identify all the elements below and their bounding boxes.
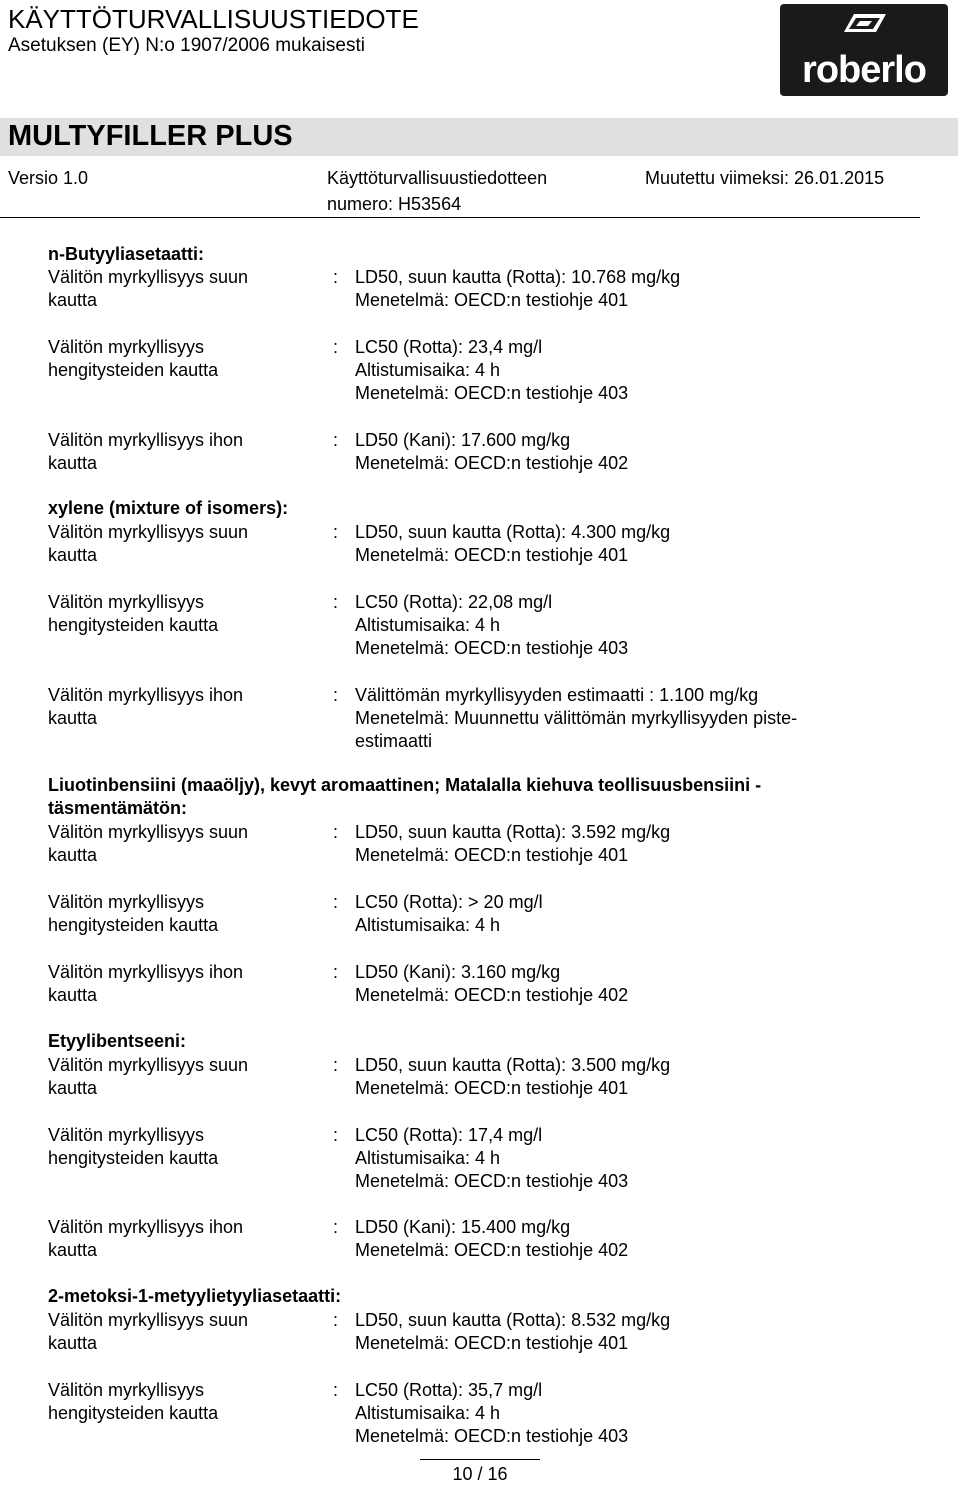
toxicity-value: Menetelmä: OECD:n testiohje 401 <box>355 1333 629 1353</box>
substance-heading: n-Butyyliasetaatti: <box>48 244 205 264</box>
toxicity-value: LC50 (Rotta): > 20 mg/l <box>355 892 543 912</box>
toxicity-label: hengitysteiden kautta <box>48 1148 219 1168</box>
toxicity-label: hengitysteiden kautta <box>48 360 219 380</box>
label-colon: : <box>333 430 339 450</box>
toxicity-label: hengitysteiden kautta <box>48 1403 219 1423</box>
label-colon: : <box>333 337 339 357</box>
page-number: 10 / 16 <box>452 1464 508 1484</box>
toxicity-value: Menetelmä: OECD:n testiohje 401 <box>355 545 629 565</box>
toxicity-value: Menetelmä: OECD:n testiohje 403 <box>355 638 629 658</box>
toxicity-value: LD50, suun kautta (Rotta): 3.592 mg/kg <box>355 822 671 842</box>
toxicity-label: kautta <box>48 453 98 473</box>
label-colon: : <box>333 592 339 612</box>
last-modified: Muutettu viimeksi: 26.01.2015 <box>645 168 885 188</box>
toxicity-label: kautta <box>48 1333 98 1353</box>
toxicity-value: Menetelmä: OECD:n testiohje 402 <box>355 1240 629 1260</box>
toxicity-value: Menetelmä: OECD:n testiohje 401 <box>355 1078 629 1098</box>
toxicity-label: kautta <box>48 1078 98 1098</box>
toxicity-value: Menetelmä: OECD:n testiohje 401 <box>355 845 629 865</box>
toxicity-value: Välittömän myrkyllisyyden estimaatti : 1.100 mg/kg <box>355 685 759 705</box>
label-colon: : <box>333 1310 339 1330</box>
toxicity-value: Menetelmä: OECD:n testiohje 403 <box>355 383 629 403</box>
toxicity-label: kautta <box>48 290 98 310</box>
substance-heading: xylene (mixture of isomers): <box>48 498 289 518</box>
header-divider <box>0 217 920 218</box>
label-colon: : <box>333 1380 339 1400</box>
footer-divider <box>420 1459 540 1460</box>
toxicity-value: Altistumisaika: 4 h <box>355 915 501 935</box>
toxicity-value: LD50 (Kani): 3.160 mg/kg <box>355 962 561 982</box>
toxicity-value: LD50, suun kautta (Rotta): 8.532 mg/kg <box>355 1310 671 1330</box>
product-name: MULTYFILLER PLUS <box>8 120 293 152</box>
toxicity-value: LD50, suun kautta (Rotta): 3.500 mg/kg <box>355 1055 671 1075</box>
label-colon: : <box>333 1217 339 1237</box>
toxicity-value: Menetelmä: OECD:n testiohje 401 <box>355 290 629 310</box>
toxicity-label: Välitön myrkyllisyys <box>48 1125 205 1145</box>
toxicity-value: Altistumisaika: 4 h <box>355 615 501 635</box>
toxicity-label: Välitön myrkyllisyys suun <box>48 822 249 842</box>
toxicity-label: Välitön myrkyllisyys suun <box>48 522 249 542</box>
toxicity-label: Välitön myrkyllisyys ihon <box>48 685 244 705</box>
toxicity-label: Välitön myrkyllisyys <box>48 1380 205 1400</box>
toxicity-value: estimaatti <box>355 731 433 751</box>
logo-wordmark: roberlo <box>802 49 926 91</box>
label-colon: : <box>333 685 339 705</box>
substance-heading: Liuotinbensiini (maaöljy), kevyt aromaattinen; Matalalla kiehuva teollisuusbensiini - <box>48 775 762 795</box>
toxicity-label: kautta <box>48 545 98 565</box>
document-subtitle: Asetuksen (EY) N:o 1907/2006 mukaisesti <box>8 35 365 56</box>
substance-heading: 2-metoksi-1-metyylietyyliasetaatti: <box>48 1286 342 1306</box>
substance-heading: Etyylibentseeni: <box>48 1031 187 1051</box>
toxicity-value: Menetelmä: Muunnettu välittömän myrkyllisyyden piste- <box>355 708 798 728</box>
toxicity-value: Menetelmä: OECD:n testiohje 403 <box>355 1171 629 1191</box>
sds-number-line2: numero: H53564 <box>327 194 462 214</box>
toxicity-label: Välitön myrkyllisyys suun <box>48 267 249 287</box>
toxicity-label: Välitön myrkyllisyys suun <box>48 1055 249 1075</box>
toxicity-label: hengitysteiden kautta <box>48 615 219 635</box>
toxicity-label: Välitön myrkyllisyys suun <box>48 1310 249 1330</box>
toxicity-value: LC50 (Rotta): 35,7 mg/l <box>355 1380 543 1400</box>
toxicity-value: LC50 (Rotta): 22,08 mg/l <box>355 592 553 612</box>
label-colon: : <box>333 1055 339 1075</box>
label-colon: : <box>333 962 339 982</box>
toxicity-label: Välitön myrkyllisyys <box>48 337 205 357</box>
toxicity-value: Altistumisaika: 4 h <box>355 1403 501 1423</box>
toxicity-label: Välitön myrkyllisyys ihon <box>48 430 244 450</box>
toxicity-value: LC50 (Rotta): 17,4 mg/l <box>355 1125 543 1145</box>
toxicity-label: kautta <box>48 708 98 728</box>
sds-number-line1: Käyttöturvallisuustiedotteen <box>327 168 548 188</box>
toxicity-label: Välitön myrkyllisyys <box>48 592 205 612</box>
label-colon: : <box>333 522 339 542</box>
substance-heading-cont: täsmentämätön: <box>48 798 188 818</box>
label-colon: : <box>333 1125 339 1145</box>
toxicity-label: kautta <box>48 1240 98 1260</box>
roberlo-logo <box>780 4 948 96</box>
label-colon: : <box>333 822 339 842</box>
toxicity-value: LD50 (Kani): 17.600 mg/kg <box>355 430 571 450</box>
toxicity-value: Altistumisaika: 4 h <box>355 360 501 380</box>
toxicity-label: Välitön myrkyllisyys ihon <box>48 962 244 982</box>
version: Versio 1.0 <box>8 168 89 188</box>
label-colon: : <box>333 267 339 287</box>
toxicity-label: Välitön myrkyllisyys <box>48 892 205 912</box>
toxicity-label: kautta <box>48 985 98 1005</box>
toxicity-label: hengitysteiden kautta <box>48 915 219 935</box>
toxicity-label: Välitön myrkyllisyys ihon <box>48 1217 244 1237</box>
toxicity-value: Altistumisaika: 4 h <box>355 1148 501 1168</box>
toxicity-value: LD50 (Kani): 15.400 mg/kg <box>355 1217 571 1237</box>
toxicity-label: kautta <box>48 845 98 865</box>
toxicity-value: Menetelmä: OECD:n testiohje 402 <box>355 985 629 1005</box>
roberlo-logo-mark-icon <box>842 12 888 52</box>
toxicity-value: LD50, suun kautta (Rotta): 4.300 mg/kg <box>355 522 671 542</box>
label-colon: : <box>333 892 339 912</box>
toxicity-value: Menetelmä: OECD:n testiohje 403 <box>355 1426 629 1446</box>
toxicity-value: Menetelmä: OECD:n testiohje 402 <box>355 453 629 473</box>
document-title: KÄYTTÖTURVALLISUUSTIEDOTE <box>8 4 419 34</box>
toxicity-value: LC50 (Rotta): 23,4 mg/l <box>355 337 543 357</box>
toxicity-value: LD50, suun kautta (Rotta): 10.768 mg/kg <box>355 267 681 287</box>
